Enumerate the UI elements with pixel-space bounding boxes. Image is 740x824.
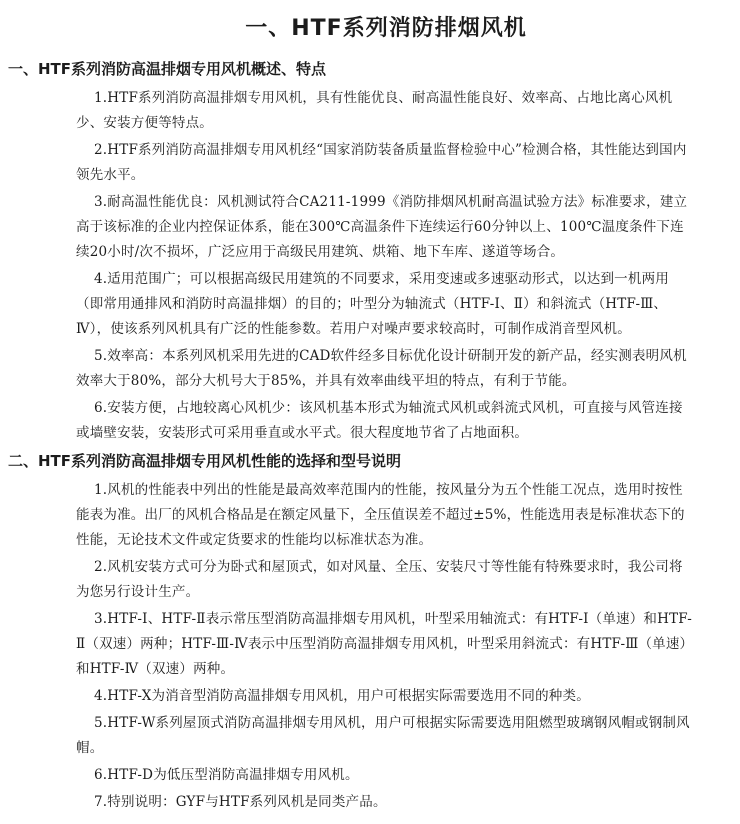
paragraph: 7.特别说明：GYF与HTF系列风机是同类产品。 <box>94 794 387 810</box>
paragraph: 2.HTF系列消防高温排烟专用风机经“国家消防装备质量监督检验中心”检测合格，其性能达到国内领先水平。 <box>76 142 687 183</box>
paragraph: 5.HTF-W系列屋顶式消防高温排烟专用风机，用户可根据实际需要选用阻燃型玻璃钢风帽或钢制风帽。 <box>76 715 690 756</box>
paragraph: 1.HTF系列消防高温排烟专用风机，具有性能优良、耐高温性能良好、效率高、占地比离心风机少、安装方便等特点。 <box>76 90 673 131</box>
paragraph: 6.HTF-D为低压型消防高温排烟专用风机。 <box>94 767 359 783</box>
paragraph: 2.风机安装方式可分为卧式和屋顶式，如对风量、全压、安装尺寸等性能有特殊要求时，我公司将为您另行设计生产。 <box>76 559 683 600</box>
paragraph: 5.效率高：本系列风机采用先进的CAD软件经多目标优化设计研制开发的新产品，经实测表明风机效率大于80%，部分大机号大于85%，并具有效率曲线平坦的特点，有利于节能。 <box>76 348 687 389</box>
section-heading-overview: 一、HTF系列消防高温排烟专用风机概述、特点 <box>8 60 327 78</box>
paragraph: 3.耐高温性能优良：风机测试符合CA211-1999《消防排烟风机耐高温试验方法》标准要求，建立高于该标准的企业内控保证体系，能在300℃高温条件下连续运行60分钟以上、100℃温度条件下连续20小时/次不损坏，广泛应用于高级民用建筑、烘箱、地下车库、遂道等场合。 <box>76 194 688 260</box>
paragraph: 6.安装方便，占地较离心风机少：该风机基本形式为轴流式风机或斜流式风机，可直接与风管连接或墙壁安装，安装形式可采用垂直或水平式。很大程度地节省了占地面积。 <box>76 400 683 441</box>
paragraph: 3.HTF-Ⅰ、HTF-Ⅱ表示常压型消防高温排烟专用风机，叶型采用轴流式：有HTF-Ⅰ（单速）和HTF-Ⅱ（双速）两种；HTF-Ⅲ-Ⅳ表示中压型消防高温排烟专用风机，叶型采用斜流式：有HTF-Ⅲ（单速）和HTF-Ⅳ（双速）两种。 <box>76 611 694 677</box>
paragraph: 1.风机的性能表中列出的性能是最高效率范围内的性能，按风量分为五个性能工况点，选用时按性能表为准。出厂的风机合格品是在额定风量下，全压值误差不超过±5%，性能选用表是标准状态下的性能，无论技术文件或定货要求的性能均以标准状态为准。 <box>76 482 685 548</box>
paragraph: 4.HTF-X为消音型消防高温排烟专用风机，用户可根据实际需要选用不同的种类。 <box>94 688 590 704</box>
paragraph: 4.适用范围广；可以根据高级民用建筑的不同要求，采用变速或多速驱动形式，以达到一机两用（即常用通排风和消防时高温排烟）的目的；叶型分为轴流式（HTF-Ⅰ、Ⅱ）和斜流式（HTF-Ⅲ、Ⅳ），使该系列风机具有广泛的性能参数。若用户对噪声要求较高时，可制作成消音型风机。 <box>76 271 669 337</box>
page-title: 一、HTF系列消防排烟风机 <box>245 16 527 41</box>
section-heading-selection: 二、HTF系列消防高温排烟专用风机性能的选择和型号说明 <box>8 452 402 470</box>
